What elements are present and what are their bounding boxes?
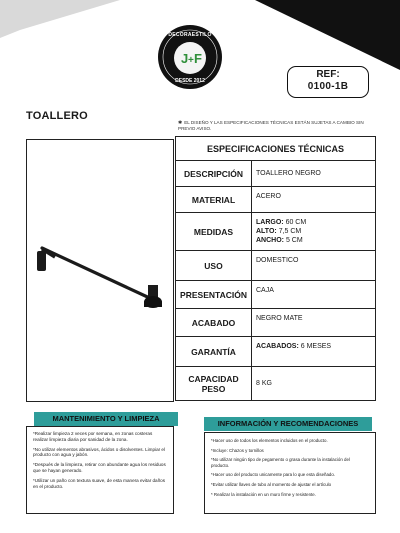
info-item: *Incluye: Chazos y tornillos	[211, 447, 264, 453]
spec-heading: ESPECIFICACIONES TÉCNICAS	[176, 137, 376, 161]
spec-row-description	[176, 161, 376, 187]
capacity-label-line2: PESO	[201, 383, 226, 394]
spec-row-measures	[176, 213, 376, 251]
spec-row-finish	[176, 309, 376, 337]
spec-header-row	[176, 137, 376, 161]
spec-row-capacity	[176, 367, 376, 401]
spec-value: TOALLERO NEGRO	[252, 161, 376, 187]
maintenance-item: *Realizar limpieza 2 veces por semana, en zonas costeras realizar limpieza diaria por sanidad de la zona.	[33, 431, 153, 442]
capacity-label-line1: CAPACIDAD	[188, 373, 239, 384]
spec-value-measures	[252, 213, 376, 251]
maintenance-box	[26, 426, 174, 514]
notice-text: EL DISEÑO Y LAS ESPECIFICACIONES TÉCNICAS ESTÁN SUJETAS A CAMBIO SIN PREVIO AVISO.	[178, 120, 364, 131]
spec-value: ACERO	[252, 187, 376, 213]
reference-box	[287, 66, 369, 98]
spec-label: MATERIAL	[176, 187, 252, 213]
height-label: ALTO:	[256, 228, 277, 235]
spec-row-material	[176, 187, 376, 213]
spec-value-warranty	[252, 337, 376, 367]
product-title: TOALLERO	[26, 110, 88, 122]
spec-value: NEGRO MATE	[252, 309, 376, 337]
spec-label: MEDIDAS	[176, 213, 252, 251]
svg-text:DESDE 2012: DESDE 2012	[175, 78, 205, 84]
spec-label: GARANTÍA	[176, 337, 252, 367]
info-item: *Hacer uso de todos los elementos incluidos en el producto.	[211, 438, 328, 443]
width-label: ANCHO:	[256, 237, 284, 244]
svg-text:F: F	[194, 51, 202, 66]
maintenance-item: *Utilizar un paño con textura suave, de esta manera evitar daños en el producto.	[33, 477, 166, 489]
logo-arc-top: DECORAESTILO	[168, 32, 212, 38]
info-box	[204, 432, 376, 514]
maintenance-item: *Después de la limpieza, retirar con abundante agua los residuos que se hayan generado.	[33, 462, 166, 473]
spec-value: CAJA	[252, 281, 376, 309]
length-label: LARGO:	[256, 219, 284, 226]
spec-table	[175, 136, 376, 401]
bullet-icon: ✱	[178, 120, 183, 126]
info-item: *Evitar utilizar llaves de tubo al momento de ajustar el artículo	[211, 481, 332, 487]
spec-value: 8 KG	[252, 367, 376, 401]
spec-value: DOMESTICO	[252, 251, 376, 281]
reference-label: REF:	[316, 69, 340, 80]
towel-bar-illustration	[27, 140, 175, 403]
warranty-value: 6 MESES	[300, 343, 332, 350]
brand-logo	[157, 24, 223, 90]
product-image	[26, 139, 174, 402]
spec-label: PRESENTACIÓN	[176, 281, 252, 309]
spec-row-presentation	[176, 281, 376, 309]
info-item: *No utilizar ningún tipo de pegamento o grasa durante la instalación del producto.	[211, 457, 350, 468]
info-item: * Realizar la instalación en un muro firme y resistente.	[211, 491, 316, 497]
length-value: 60 CM	[285, 219, 307, 226]
maintenance-title: MANTENIMIENTO Y LIMPIEZA	[34, 412, 178, 426]
info-item: *Hacer uso del producto unicamente para lo que esta diseñado.	[211, 472, 335, 478]
spec-label-capacity	[176, 367, 252, 401]
change-notice	[178, 120, 378, 132]
info-title: INFORMACIÓN Y RECOMENDACIONES	[204, 417, 372, 431]
spec-row-use	[176, 251, 376, 281]
svg-text:J: J	[181, 51, 189, 66]
spec-label: DESCRIPCIÓN	[176, 161, 252, 187]
reference-code: 0100-1B	[307, 81, 349, 92]
spec-row-warranty	[176, 337, 376, 367]
spec-label: ACABADO	[176, 309, 252, 337]
height-value: 7,5 CM	[278, 228, 302, 235]
spec-label: USO	[176, 251, 252, 281]
svg-text:+: +	[188, 55, 194, 66]
maintenance-item: *No utilizar elementos abrasivos, ácidos o disolventes. Limpiar el producto con agua y jabón.	[33, 446, 166, 458]
width-value: 5 CM	[285, 237, 303, 244]
warranty-value-label: ACABADOS:	[256, 343, 299, 350]
